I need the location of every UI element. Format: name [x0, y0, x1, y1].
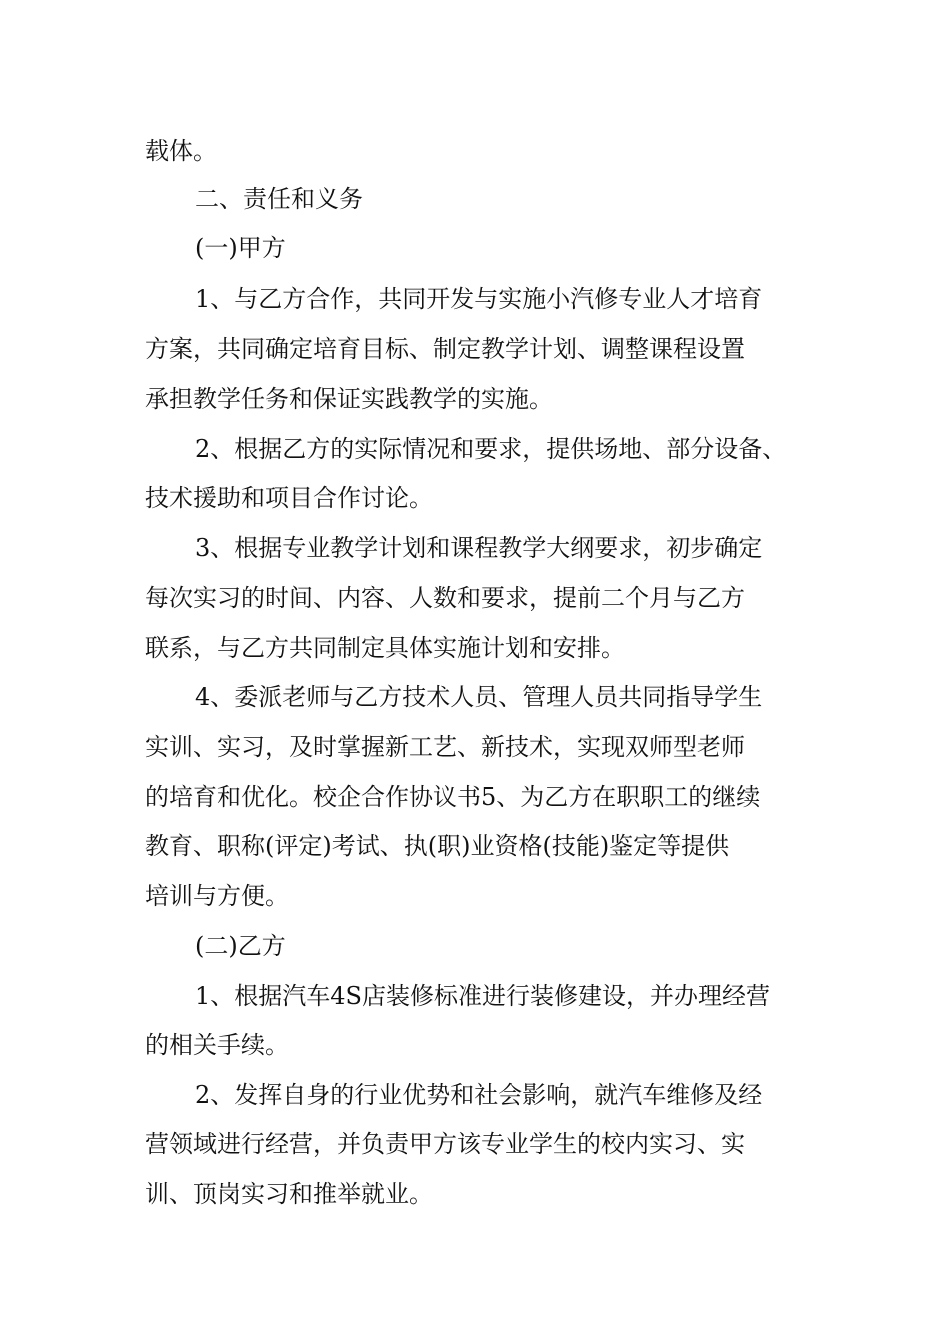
- text-line: 3、根据专业教学计划和课程教学大纲要求，初步确定: [195, 534, 763, 562]
- text-line: 载体。: [145, 137, 217, 165]
- text-line: 培训与方便。: [145, 882, 289, 910]
- subsection-heading: (一)甲方: [195, 234, 286, 262]
- text-line: 教育、职称(评定)考试、执(职)业资格(技能)鉴定等提供: [145, 832, 730, 860]
- text-line: 方案，共同确定培育目标、制定教学计划、调整课程设置: [145, 335, 745, 363]
- text-line: 每次实习的时间、内容、人数和要求，提前二个月与乙方: [145, 584, 745, 612]
- text-line: 营领域进行经营，并负责甲方该专业学生的校内实习、实: [145, 1130, 745, 1158]
- text-line: 承担教学任务和保证实践教学的实施。: [145, 385, 553, 413]
- text-line: 1、与乙方合作，共同开发与实施小汽修专业人才培育: [195, 285, 763, 313]
- text-line: 技术援助和项目合作讨论。: [145, 484, 433, 512]
- text-line: 4、委派老师与乙方技术人员、管理人员共同指导学生: [195, 683, 763, 711]
- text-line: 训、顶岗实习和推举就业。: [145, 1180, 433, 1208]
- text-line: 的相关手续。: [145, 1031, 289, 1059]
- text-line: 2、发挥自身的行业优势和社会影响，就汽车维修及经: [195, 1081, 763, 1109]
- text-line: 联系，与乙方共同制定具体实施计划和安排。: [145, 634, 625, 662]
- text-line: 实训、实习，及时掌握新工艺、新技术，实现双师型老师: [145, 733, 745, 761]
- subsection-heading: (二)乙方: [195, 932, 286, 960]
- section-heading: 二、责任和义务: [195, 185, 363, 213]
- text-line: 2、根据乙方的实际情况和要求，提供场地、部分设备、: [195, 435, 787, 463]
- text-line: 1、根据汽车4S店装修标准进行装修建设，并办理经营: [195, 982, 770, 1010]
- text-line: 的培育和优化。校企合作协议书5、为乙方在职职工的继续: [145, 783, 761, 811]
